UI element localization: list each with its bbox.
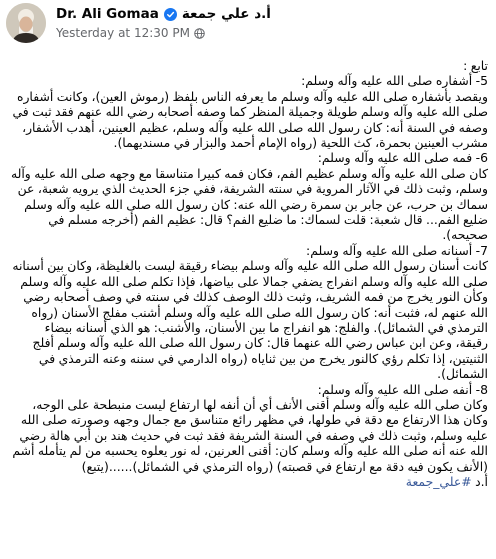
avatar-image bbox=[6, 3, 46, 43]
verified-badge-icon bbox=[164, 8, 177, 21]
section-heading: 5- أشفاره صلى الله عليه وآله وسلم: bbox=[301, 73, 488, 89]
post-body bbox=[0, 46, 496, 489]
author-name-row bbox=[56, 6, 271, 23]
post-paragraph: كان صلى الله عليه وآله وسلم عظيم الفم، فكان فمه كبيرا متناسقا مع وجهه صلى الله عليه وآله وسلم، وثبت ذلك في الآثار المروية في سنته الشريفة، ففي جزء الحديث الذي يرويه شعبة، عن سماك بن حرب، عن جابر بن سمرة رضي الله عنه: كان رسول الله صلى الله عليه وآله وسلم ضليع الفم... قال شعبة: قلت لسماك: ما ضليع الفم؟ قال: عظيم الفم (أخرجه مسلم في صحيحه). bbox=[10, 165, 488, 243]
post-paragraph: وكان صلى الله عليه وآله وسلم أقنى الأنف أي أن أنفه لها ارتفاع ليست منبطحة على الوجه، وكان هذا الارتفاع مع دقة في طولها، في مظهر رائع متناسق مع جمال وجهه وصورته صلى الله عليه وسلم، وثبت ذلك في وصفه في السنة الشريفة فقد ثبت في حديث هند بن أبي هالة رضي الله عنه أنه صلى الله عليه وآله وسلم كان: أقنى العرنين، له نور يعلوه يحسبه من لم يتأمله أشم (الأنف يكون فيه دقة مع ارتفاع في قصبته) (رواه الترمذي في الشمائل)......(يتبع) bbox=[12, 396, 488, 474]
post-subheader bbox=[56, 25, 271, 41]
post-paragraph: تابع : bbox=[463, 58, 488, 73]
author-name[interactable]: Dr. Ali Gomaa bbox=[56, 5, 159, 22]
globe-icon bbox=[194, 27, 205, 38]
author-avatar[interactable] bbox=[6, 3, 46, 43]
author-name-arabic[interactable]: أ.د علي جمعة bbox=[181, 5, 271, 22]
post-paragraph: كانت أسنان رسول الله صلى الله عليه وآله وسلم بيضاء رقيقة ليست بالغليظة، وكان بين أسنانه صلى الله عليه وآله وسلم انفراج يضفي جمالا على بياضها، فإذا تكلم صلى الله عليه وآله وسلم وكأن النور يخرج من فمه الشريف، وثبت ذلك الوصف كذلك في سنته في وصف أصحابه رضي الله عنهم له، فثبت أنه: كان رسول الله صلى الله عليه وآله وسلم أشنب مفلج الأسنان (رواه الترمذي في الشمائل). والفلج: هو انفراج ما بين الأسنان، والأشنب: هو الذي أسنانه بيضاء رقيقة، وعن ابن عباس رضي الله عنهما قال: كان رسول الله صلى الله عليه وآله وسلم أفلج الثنيتين، إذا تكلم رؤي كالنور يخرج من بين ثناياه (رواه الدارمي في سننه وعنه الترمذي في الشمائل). bbox=[12, 258, 488, 382]
post-signature bbox=[10, 474, 488, 489]
section-heading: 6- فمه صلى الله عليه وآله وسلم: bbox=[317, 150, 488, 166]
signature-prefix: أ.د bbox=[475, 473, 488, 489]
section-heading: 7- أسنانه صلى الله عليه وآله وسلم: bbox=[306, 242, 488, 258]
author-meta bbox=[56, 6, 271, 41]
post-header bbox=[0, 0, 496, 46]
post-timestamp[interactable]: Yesterday at 12:30 PM bbox=[56, 25, 190, 40]
section-heading: 8- أنفه صلى الله عليه وآله وسلم: bbox=[317, 381, 488, 397]
hashtag-link[interactable]: #علي_جمعة bbox=[405, 473, 472, 489]
post-paragraph: ويقصد بأشفاره صلى الله عليه وآله وسلم ما يعرفه الناس بلفظ (رموش العين)، وكانت أشفاره صلى الله عليه وآله وسلم طويلة وجميلة المنظر كما وصفه أصحابه رضي الله عنهم فقد ثبت في وصفه في السنة أنه: كان رسول الله صلى الله عليه وآله وسلم، عظيم العينين، أهدب الأشفار، مشرب العينين بحمرة، كث اللحية (رواه الإمام أحمد والبزار في مسنديهما). bbox=[12, 88, 488, 151]
